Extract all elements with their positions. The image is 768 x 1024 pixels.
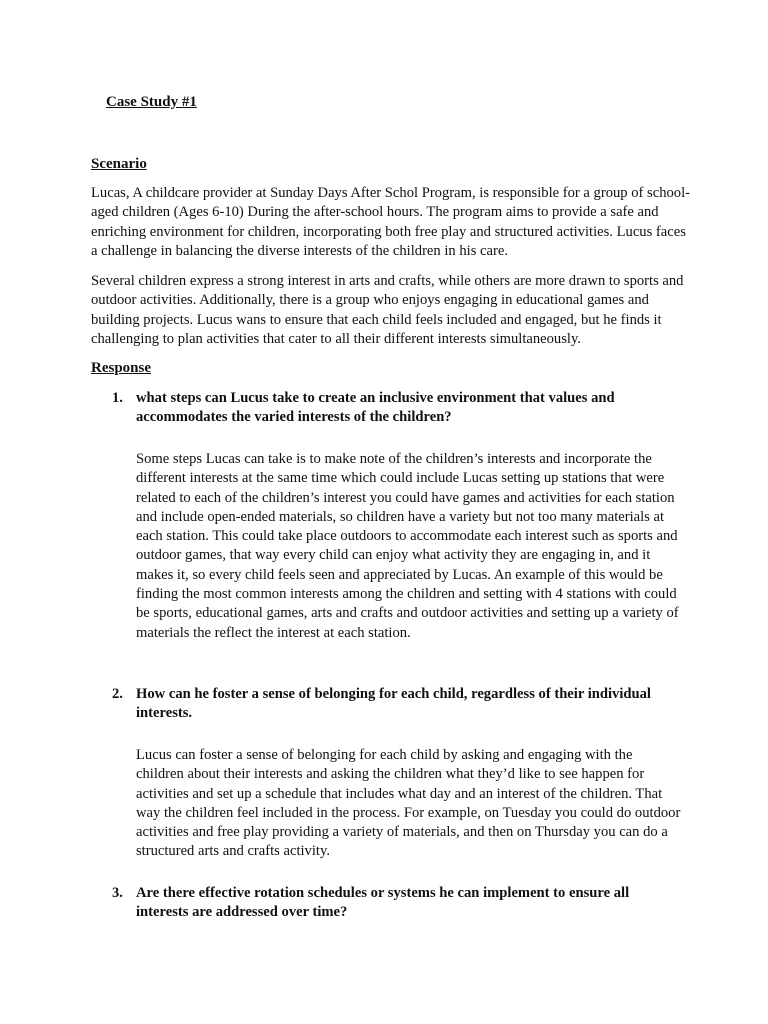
answer-1: Some steps Lucas can take is to make note of the children’s interests and incorporate the different interests at the same time which could include Lucas setting up stations that were related to each of the children’s interest you could have games and activities for each station and include open-ended materials, so children have a variety but not too many materials at each station. This could take place outdoors to accommodate each interest such as sports and outdoor games, that way every child can enjoy what activity they are engaging in, and it makes it, so every child feels seen and appreciated by Lucas. An example of this would be finding the most common interests among the children and setting with 4 stations with could be sports, educational games, arts and crafts and outdoor activities and setting up a variety of materials the reflect the interest at each station. [136,451,679,641]
response-heading: Response [91,360,152,376]
question-number: 3. [112,885,123,901]
case-study-title: Case Study #1 [106,94,197,110]
question-text: Are there effective rotation schedules or systems he can implement to ensure all interests are addressed over time? [136,885,630,921]
question-text: what steps can Lucus take to create an inclusive environment that values and accommodates the varied interests of the children? [136,390,615,426]
scenario-heading: Scenario [91,156,147,172]
question-number: 2. [112,686,123,702]
answer-2: Lucus can foster a sense of belonging for each child by asking and engaging with the children about their interests and asking the children what they’d like to see happen for activities and set up a schedule that includes what day and an interest of the children. That way the children feel included in the process. For example, on Tuesday you could do outdoor activities and free play providing a variety of materials, and then on Thursday you can do a structured arts and crafts activity. [136,747,681,860]
question-text: How can he foster a sense of belonging for each child, regardless of their individual interests. [136,686,651,722]
scenario-paragraph-2: Several children express a strong interest in arts and crafts, while others are more drawn to sports and outdoor activities. Additionally, there is a group who enjoys engaging in educational games and building projects. Lucus wans to ensure that each child feels included and engaged, but he finds it challenging to plan activities that cater to all their different interests simultaneously. [91,273,684,347]
scenario-paragraph-1: Lucas, A childcare provider at Sunday Days After Schol Program, is responsible for a group of school-aged children (Ages 6-10) During the after-school hours. The program aims to provide a safe and enriching environment for children, incorporating both free play and structured activities. Lucus faces a challenge in balancing the diverse interests of the children in his care. [91,185,691,259]
question-number: 1. [112,390,123,406]
